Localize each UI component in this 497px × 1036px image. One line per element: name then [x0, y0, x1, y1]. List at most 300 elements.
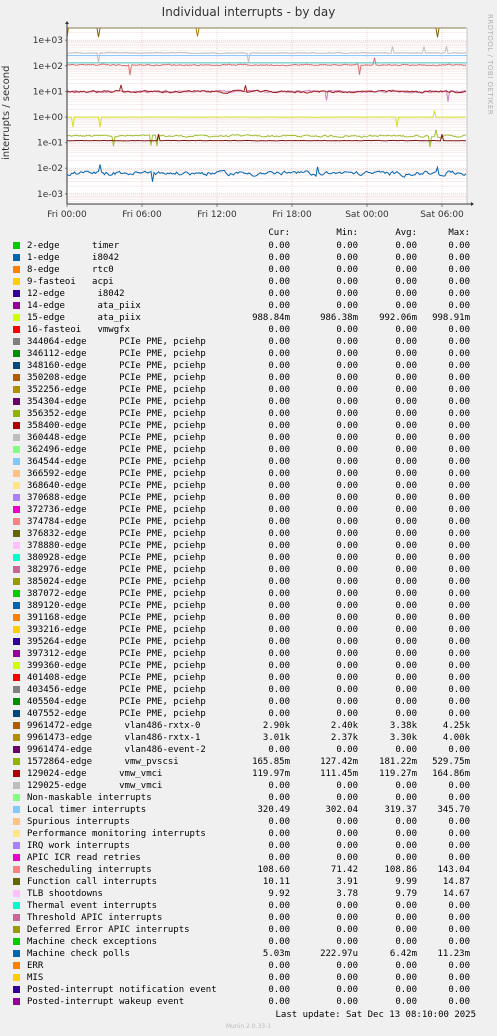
legend-value-avg: 0.00	[395, 853, 417, 863]
legend-series-name: 352256-edge PCIe PME, pciehp	[27, 385, 206, 395]
legend-row	[0, 900, 497, 912]
legend-series-name: 8-edge rtc0	[27, 265, 114, 275]
legend-value-max: 0.00	[448, 745, 470, 755]
legend-value-max: 0.00	[448, 541, 470, 551]
legend-row	[0, 720, 497, 732]
legend-value-min: 0.00	[336, 853, 358, 863]
legend-value-min: 0.00	[336, 565, 358, 575]
legend-series-name: 9961474-edge vlan486-event-2	[27, 745, 206, 755]
legend-series-name: TLB shootdowns	[27, 889, 103, 899]
legend-value-max: 0.00	[448, 493, 470, 503]
legend-row	[0, 480, 497, 492]
legend-series-name: 15-edge ata_piix	[27, 313, 141, 323]
legend-value-cur: 0.00	[268, 457, 290, 467]
legend-row	[0, 324, 497, 336]
legend-series-name: 405504-edge PCIe PME, pciehp	[27, 697, 206, 707]
legend-value-cur: 0.00	[268, 337, 290, 347]
legend-value-avg: 0.00	[395, 709, 417, 719]
legend-series-name: 1-edge i8042	[27, 253, 120, 263]
legend-row	[0, 876, 497, 888]
legend-value-cur: 0.00	[268, 433, 290, 443]
legend-value-cur: 0.00	[268, 745, 290, 755]
x-tick-label: Sat 06:00	[420, 210, 464, 220]
legend-value-cur: 0.00	[268, 553, 290, 563]
legend-series-name: 356352-edge PCIe PME, pciehp	[27, 409, 206, 419]
legend-value-max: 0.00	[448, 601, 470, 611]
legend-value-avg: 0.00	[395, 637, 417, 647]
legend-value-avg: 0.00	[395, 829, 417, 839]
legend-value-cur: 0.00	[268, 445, 290, 455]
legend-swatch	[13, 338, 20, 345]
legend-value-cur: 0.00	[268, 529, 290, 539]
legend-row	[0, 780, 497, 792]
legend-value-cur: 0.00	[268, 409, 290, 419]
legend-series-name: 382976-edge PCIe PME, pciehp	[27, 565, 206, 575]
legend-series-name: 354304-edge PCIe PME, pciehp	[27, 397, 206, 407]
legend-row	[0, 828, 497, 840]
legend-swatch	[13, 326, 20, 333]
legend-swatch	[13, 458, 20, 465]
legend-series-name: Non-maskable interrupts	[27, 793, 152, 803]
legend-value-cur: 0.00	[268, 685, 290, 695]
legend-value-max: 0.00	[448, 433, 470, 443]
legend-value-min: 0.00	[336, 841, 358, 851]
legend-swatch	[13, 578, 20, 585]
legend-row	[0, 672, 497, 684]
header-min: Min:	[336, 228, 358, 238]
legend-row	[0, 648, 497, 660]
legend-value-cur: 0.00	[268, 541, 290, 551]
legend-series-name: 378880-edge PCIe PME, pciehp	[27, 541, 206, 551]
legend-value-min: 0.00	[336, 421, 358, 431]
legend-value-cur: 0.00	[268, 901, 290, 911]
legend-value-min: 0.00	[336, 409, 358, 419]
legend-swatch	[13, 734, 20, 741]
legend-series-name: Rescheduling interrupts	[27, 865, 152, 875]
legend-series-name: Deferred Error APIC interrupts	[27, 925, 190, 935]
legend-value-max: 0.00	[448, 817, 470, 827]
legend-value-max: 0.00	[448, 505, 470, 515]
legend-series-name: 9-fasteoi acpi	[27, 277, 114, 287]
legend-value-min: 0.00	[336, 505, 358, 515]
legend-swatch	[13, 302, 20, 309]
legend-series-name: 9961472-edge vlan486-rxtx-0	[27, 721, 201, 731]
legend-swatch	[13, 470, 20, 477]
legend-swatch	[13, 278, 20, 285]
legend-swatch	[13, 950, 20, 957]
legend-row	[0, 540, 497, 552]
legend-series-name: 2-edge timer	[27, 241, 120, 251]
legend-swatch	[13, 362, 20, 369]
legend-series-name: 1572864-edge vmw_pvscsi	[27, 757, 179, 767]
legend-value-max: 14.67	[442, 889, 470, 899]
legend-swatch	[13, 938, 20, 945]
legend-value-max: 0.00	[448, 553, 470, 563]
legend-value-avg: 0.00	[395, 445, 417, 455]
legend-series-name: Spurious interrupts	[27, 817, 130, 827]
legend-row	[0, 744, 497, 756]
legend-value-avg: 0.00	[395, 901, 417, 911]
legend-value-avg: 0.00	[395, 253, 417, 263]
rrdtool-credit: RRDTOOL / TOBI OETIKER	[486, 14, 494, 116]
legend-value-max: 0.00	[448, 529, 470, 539]
legend-value-min: 0.00	[336, 589, 358, 599]
legend-swatch	[13, 542, 20, 549]
legend-swatch	[13, 782, 20, 789]
legend-value-cur: 0.00	[268, 373, 290, 383]
legend-value-cur: 0.00	[268, 469, 290, 479]
legend-value-cur: 0.00	[268, 265, 290, 275]
legend-swatch	[13, 482, 20, 489]
legend-row	[0, 696, 497, 708]
legend-value-min: 0.00	[336, 349, 358, 359]
legend-value-avg: 0.00	[395, 505, 417, 515]
legend-value-avg: 0.00	[395, 577, 417, 587]
legend-series-name: 366592-edge PCIe PME, pciehp	[27, 469, 206, 479]
legend-value-avg: 0.00	[395, 589, 417, 599]
legend-value-avg: 0.00	[395, 625, 417, 635]
legend-value-min: 0.00	[336, 337, 358, 347]
legend-value-min: 0.00	[336, 397, 358, 407]
legend-swatch	[13, 878, 20, 885]
legend-value-cur: 320.49	[257, 805, 290, 815]
legend-series-name: 401408-edge PCIe PME, pciehp	[27, 673, 206, 683]
legend-row	[0, 804, 497, 816]
legend-series-name: 9961473-edge vlan486-rxtx-1	[27, 733, 201, 743]
legend-swatch	[13, 998, 20, 1005]
legend-swatch	[13, 794, 20, 801]
legend-value-cur: 0.00	[268, 985, 290, 995]
legend-value-max: 0.00	[448, 997, 470, 1007]
legend-swatch	[13, 434, 20, 441]
legend-swatch	[13, 530, 20, 537]
legend-value-min: 0.00	[336, 829, 358, 839]
legend-value-avg: 0.00	[395, 673, 417, 683]
legend-series-name: MIS	[27, 973, 44, 983]
legend-row	[0, 348, 497, 360]
y-tick-label: 1e-02	[37, 164, 63, 175]
legend-value-avg: 0.00	[395, 361, 417, 371]
legend-series-name: Threshold APIC interrupts	[27, 913, 163, 923]
y-tick-label: 1e-01	[37, 138, 63, 149]
legend-value-max: 14.87	[442, 877, 470, 887]
legend-row	[0, 384, 497, 396]
legend-value-max: 529.75m	[432, 757, 470, 767]
legend-series-name: 344064-edge PCIe PME, pciehp	[27, 337, 206, 347]
legend-value-cur: 0.00	[268, 997, 290, 1007]
legend-swatch	[13, 518, 20, 525]
x-tick-label: Fri 12:00	[197, 210, 237, 220]
legend-series-name: 403456-edge PCIe PME, pciehp	[27, 685, 206, 695]
legend-series-name: 129024-edge vmw_vmci	[27, 769, 163, 779]
legend-row	[0, 300, 497, 312]
legend-row	[0, 660, 497, 672]
legend-value-max: 0.00	[448, 901, 470, 911]
legend-value-max: 345.70	[437, 805, 470, 815]
legend-value-cur: 0.00	[268, 649, 290, 659]
legend-series-name: 350208-edge PCIe PME, pciehp	[27, 373, 206, 383]
legend-value-max: 0.00	[448, 637, 470, 647]
legend-row	[0, 564, 497, 576]
legend-row	[0, 528, 497, 540]
legend-value-min: 0.00	[336, 937, 358, 947]
legend-value-max: 0.00	[448, 385, 470, 395]
legend-value-max: 0.00	[448, 985, 470, 995]
legend-value-cur: 0.00	[268, 301, 290, 311]
legend-swatch	[13, 374, 20, 381]
legend-value-min: 3.91	[336, 877, 358, 887]
legend-value-avg: 0.00	[395, 265, 417, 275]
legend-series-name: Performance monitoring interrupts	[27, 829, 206, 839]
legend-value-cur: 0.00	[268, 637, 290, 647]
legend-value-avg: 0.00	[395, 421, 417, 431]
legend-row	[0, 492, 497, 504]
legend-value-cur: 0.00	[268, 961, 290, 971]
legend-series-name: 376832-edge PCIe PME, pciehp	[27, 529, 206, 539]
legend-row	[0, 912, 497, 924]
legend-value-max: 0.00	[448, 457, 470, 467]
legend-value-max: 0.00	[448, 661, 470, 671]
legend-value-avg: 0.00	[395, 925, 417, 935]
legend-row	[0, 936, 497, 948]
legend-swatch	[13, 770, 20, 777]
legend-value-max: 0.00	[448, 421, 470, 431]
legend-value-max: 11.23m	[437, 949, 470, 959]
legend-value-cur: 0.00	[268, 589, 290, 599]
legend-value-max: 0.00	[448, 301, 470, 311]
legend-value-min: 0.00	[336, 781, 358, 791]
legend-swatch	[13, 686, 20, 693]
legend-value-cur: 0.00	[268, 913, 290, 923]
legend-series-name: 407552-edge PCIe PME, pciehp	[27, 709, 206, 719]
legend-value-avg: 0.00	[395, 385, 417, 395]
legend-value-avg: 0.00	[395, 529, 417, 539]
legend-row	[0, 840, 497, 852]
legend-value-min: 0.00	[336, 529, 358, 539]
legend-value-max: 0.00	[448, 445, 470, 455]
legend-row	[0, 792, 497, 804]
legend-value-cur: 0.00	[268, 673, 290, 683]
legend-value-min: 0.00	[336, 901, 358, 911]
legend-value-cur: 0.00	[268, 829, 290, 839]
legend-value-min: 0.00	[336, 493, 358, 503]
legend-value-cur: 0.00	[268, 505, 290, 515]
legend-row	[0, 708, 497, 720]
legend-value-avg: 992.06m	[379, 313, 417, 323]
legend-row	[0, 948, 497, 960]
legend-value-avg: 0.00	[395, 397, 417, 407]
legend-value-cur: 9.92	[268, 889, 290, 899]
legend-value-cur: 108.60	[257, 865, 290, 875]
legend-value-min: 0.00	[336, 385, 358, 395]
legend-value-cur: 0.00	[268, 577, 290, 587]
plot-background	[67, 28, 467, 204]
legend-series-name: 362496-edge PCIe PME, pciehp	[27, 445, 206, 455]
legend-value-cur: 0.00	[268, 613, 290, 623]
legend-row	[0, 504, 497, 516]
legend-value-avg: 0.00	[395, 745, 417, 755]
legend-value-max: 0.00	[448, 925, 470, 935]
header-cur: Cur:	[268, 228, 290, 238]
legend-value-min: 0.00	[336, 637, 358, 647]
legend-series-name: Machine check exceptions	[27, 937, 158, 947]
legend-row	[0, 852, 497, 864]
legend-value-min: 0.00	[336, 277, 358, 287]
legend-value-cur: 0.00	[268, 565, 290, 575]
legend-value-cur: 0.00	[268, 253, 290, 263]
legend-value-min: 0.00	[336, 577, 358, 587]
legend-value-max: 0.00	[448, 373, 470, 383]
legend-series-name: Posted-interrupt wakeup event	[27, 997, 185, 1007]
legend-value-min: 0.00	[336, 373, 358, 383]
legend-value-cur: 3.01k	[262, 733, 290, 743]
legend-value-min: 0.00	[336, 625, 358, 635]
legend-value-max: 0.00	[448, 349, 470, 359]
legend-series-name: 387072-edge PCIe PME, pciehp	[27, 589, 206, 599]
legend-value-avg: 108.86	[384, 865, 417, 875]
legend-value-min: 0.00	[336, 481, 358, 491]
legend-series-name: 380928-edge PCIe PME, pciehp	[27, 553, 206, 563]
legend-row	[0, 624, 497, 636]
legend-value-cur: 0.00	[268, 277, 290, 287]
legend-series-name: 348160-edge PCIe PME, pciehp	[27, 361, 206, 371]
legend-value-cur: 165.85m	[252, 757, 290, 767]
legend-value-avg: 0.00	[395, 661, 417, 671]
legend-swatch	[13, 494, 20, 501]
legend-value-avg: 119.27m	[379, 769, 417, 779]
legend-swatch	[13, 710, 20, 717]
legend-value-avg: 0.00	[395, 997, 417, 1007]
legend-row	[0, 264, 497, 276]
legend-value-cur: 0.00	[268, 937, 290, 947]
legend-value-max: 0.00	[448, 469, 470, 479]
legend-value-max: 0.00	[448, 253, 470, 263]
legend-row	[0, 924, 497, 936]
legend-value-cur: 0.00	[268, 853, 290, 863]
legend-value-max: 0.00	[448, 361, 470, 371]
legend-value-min: 986.38m	[320, 313, 358, 323]
legend-row	[0, 972, 497, 984]
legend-value-max: 0.00	[448, 589, 470, 599]
legend-value-max: 4.25k	[442, 721, 470, 731]
x-tick-label: Fri 06:00	[122, 210, 162, 220]
legend-series-name: 372736-edge PCIe PME, pciehp	[27, 505, 206, 515]
legend-row	[0, 888, 497, 900]
legend-value-max: 0.00	[448, 241, 470, 251]
legend-value-max: 0.00	[448, 397, 470, 407]
legend-value-cur: 988.84m	[252, 313, 290, 323]
legend-value-min: 0.00	[336, 961, 358, 971]
legend-series-name: 129025-edge vmw_vmci	[27, 781, 163, 791]
legend-swatch	[13, 314, 20, 321]
legend-value-min: 71.42	[330, 865, 358, 875]
legend-value-avg: 9.99	[395, 877, 417, 887]
legend-row	[0, 372, 497, 384]
legend-value-min: 0.00	[336, 361, 358, 371]
legend-swatch	[13, 926, 20, 933]
legend-value-min: 0.00	[336, 913, 358, 923]
legend-series-name: 358400-edge PCIe PME, pciehp	[27, 421, 206, 431]
legend-value-max: 0.00	[448, 853, 470, 863]
legend-series-name: 393216-edge PCIe PME, pciehp	[27, 625, 206, 635]
x-tick-label: Fri 00:00	[47, 210, 87, 220]
legend-value-avg: 6.42m	[389, 949, 417, 959]
legend-swatch	[13, 674, 20, 681]
legend-value-avg: 0.00	[395, 337, 417, 347]
legend-series-name: Function call interrupts	[27, 877, 158, 887]
legend-value-avg: 319.37	[384, 805, 417, 815]
legend-swatch	[13, 554, 20, 561]
legend-value-avg: 0.00	[395, 349, 417, 359]
legend-value-avg: 3.30k	[389, 733, 417, 743]
legend-value-max: 0.00	[448, 409, 470, 419]
legend-value-min: 0.00	[336, 697, 358, 707]
header-max: Max:	[448, 228, 470, 238]
legend-value-min: 0.00	[336, 613, 358, 623]
legend-value-max: 0.00	[448, 913, 470, 923]
legend-value-max: 0.00	[448, 709, 470, 719]
legend-value-cur: 0.00	[268, 793, 290, 803]
legend-value-avg: 0.00	[395, 433, 417, 443]
legend-value-min: 0.00	[336, 601, 358, 611]
legend-value-avg: 0.00	[395, 685, 417, 695]
header-avg: Avg:	[395, 228, 417, 238]
legend-series-name: APIC ICR read retries	[27, 853, 141, 863]
y-tick-label: 1e+01	[32, 87, 63, 98]
legend-series-name: 364544-edge PCIe PME, pciehp	[27, 457, 206, 467]
legend-swatch	[13, 830, 20, 837]
legend-value-min: 0.00	[336, 469, 358, 479]
legend-value-cur: 0.00	[268, 661, 290, 671]
legend-row	[0, 576, 497, 588]
legend-swatch	[13, 290, 20, 297]
legend-swatch	[13, 602, 20, 609]
legend-series-name: 360448-edge PCIe PME, pciehp	[27, 433, 206, 443]
y-tick-label: 1e+00	[32, 113, 63, 124]
legend-row	[0, 456, 497, 468]
legend-value-max: 0.00	[448, 685, 470, 695]
legend-swatch	[13, 254, 20, 261]
legend-swatch	[13, 638, 20, 645]
legend-value-max: 0.00	[448, 829, 470, 839]
legend-series-name: 397312-edge PCIe PME, pciehp	[27, 649, 206, 659]
legend-value-max: 0.00	[448, 649, 470, 659]
legend-value-cur: 0.00	[268, 361, 290, 371]
last-update: Last update: Sat Dec 13 08:10:00 2025	[275, 1010, 476, 1020]
legend-value-avg: 0.00	[395, 409, 417, 419]
plot-area	[0, 0, 497, 226]
legend-value-min: 0.00	[336, 925, 358, 935]
legend-value-avg: 0.00	[395, 241, 417, 251]
legend-value-min: 2.37k	[330, 733, 358, 743]
legend-value-min: 0.00	[336, 649, 358, 659]
x-tick-label: Fri 18:00	[272, 210, 312, 220]
legend-value-avg: 0.00	[395, 937, 417, 947]
legend-value-avg: 0.00	[395, 541, 417, 551]
legend-row	[0, 288, 497, 300]
legend-row	[0, 756, 497, 768]
legend-swatch	[13, 902, 20, 909]
legend-value-max: 0.00	[448, 577, 470, 587]
legend-swatch	[13, 266, 20, 273]
legend-value-cur: 2.90k	[262, 721, 290, 731]
legend-value-min: 0.00	[336, 253, 358, 263]
legend-value-max: 0.00	[448, 265, 470, 275]
legend-swatch	[13, 914, 20, 921]
legend-value-cur: 0.00	[268, 397, 290, 407]
legend-value-cur: 10.11	[262, 877, 290, 887]
legend-value-cur: 0.00	[268, 493, 290, 503]
